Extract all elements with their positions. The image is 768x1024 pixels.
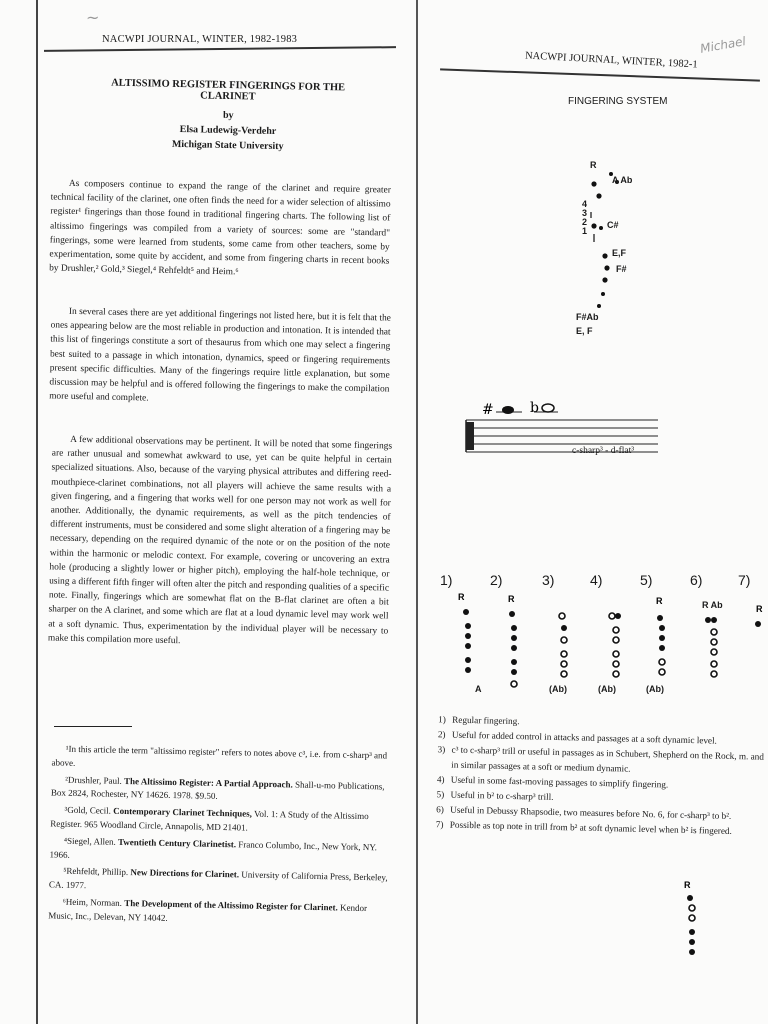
variant-number-2: 2) [490, 572, 503, 588]
fingering-system-title: FINGERING SYSTEM [568, 96, 668, 107]
footnote-publisher: Franco Columbo, Inc., New York, NY. 1966. [49, 839, 378, 860]
variant-number-3: 3) [542, 572, 555, 588]
footnote-book-title: New Directions for Clarinet. [130, 867, 240, 880]
header-rule-right [440, 68, 760, 81]
variant-number-4: 4) [590, 572, 603, 588]
footnote-5 [49, 865, 390, 900]
list-number: 4) [436, 774, 445, 785]
body-paragraph-2: In several cases there are yet additional fingerings not listed here, but it is felt that the ones appearing below are the most reliable in production and intonation. It is intended that this list of fingerings constitute a sort of thesaurus from which one may select a fingering best suited to a passage in which intonation, dynamics, speed or fingering requirements present specific difficulties. Many of the fingerings require little explanation, but some discussion may be helpful and is offered following the fingerings to make the compilation more useful and complete. [49, 306, 391, 404]
svg-text:#: # [482, 402, 494, 418]
list-number: 7) [435, 819, 444, 830]
ef-key-label: E,F [612, 248, 627, 258]
variant-number-5: 5) [640, 572, 653, 588]
left-pinky-ef-label: E, F [576, 326, 593, 336]
variant-number-1: 1) [440, 572, 453, 588]
footnote-6 [48, 895, 389, 930]
left-pinky-keys-label: F#Ab [576, 312, 599, 322]
svg-text:R: R [756, 604, 763, 614]
journal-header-left: NACWPI JOURNAL, WINTER, 1982-1983 [102, 34, 298, 45]
footnote-text: Drushler, Paul. [67, 774, 125, 786]
binding-edge-line [36, 0, 38, 1024]
footnote-book-title: Contemporary Clarinet Techniques, [113, 805, 253, 819]
footnote-text: Gold, Cecil. [67, 804, 114, 816]
footnote-number: ³ [64, 804, 68, 815]
footnote-rule [54, 726, 132, 727]
header-rule-left [44, 46, 396, 52]
footnote-number: ² [65, 774, 68, 785]
list-text: Useful in some fast-moving passages to simplify fingering. [450, 774, 669, 790]
list-text: Useful in Debussy Rhapsodie, two measures before No. 6, for c-sharp³ to b². [450, 804, 732, 821]
pen-mark: ~ [86, 8, 100, 27]
svg-text:R: R [656, 596, 663, 606]
list-text: Regular fingering. [452, 714, 520, 727]
svg-text:b: b [530, 400, 539, 416]
variant-mark-r-ab: R Ab [702, 600, 723, 610]
list-number: 1) [438, 714, 447, 725]
footnote-number: ¹ [65, 743, 69, 754]
footnote-book-title: The Altissimo Register: A Partial Approach. [123, 775, 293, 790]
author-name: Elsa Ludewig-Verdehr [179, 123, 277, 138]
f-sharp-key-label: F# [616, 264, 627, 274]
byline [98, 105, 359, 155]
variant-mark-ab-4: (Ab) [598, 684, 616, 694]
footnote-text: In this article the term "altissimo register" refers to notes above c³, i.e. from c-sharp³ and above. [51, 743, 388, 768]
svg-text:R: R [458, 592, 465, 602]
footnote-publisher: University of California Press, Berkeley, CA. 1977. [48, 869, 388, 891]
music-staff [458, 400, 668, 470]
footnote-book-title: Twentieth Century Clarinetist. [117, 836, 237, 850]
variant-mark-ab-3: (Ab) [549, 684, 567, 694]
note-range-label: c-sharp³ - d-flat³ [572, 446, 635, 456]
footnotes [48, 742, 392, 933]
fingering-system-diagram [575, 160, 695, 360]
list-text: c³ to c-sharp³ trill or useful in passages as in Schubert, Shepherd on the Rock, m. and in similar passages at a soft or medium dynamic. [451, 744, 765, 774]
variant-number-6: 6) [690, 572, 703, 588]
a-ab-key-label: A Ab [612, 175, 633, 185]
body-paragraph-1: As composers continue to expand the range of the clarinet and require greater technical facility of the clarinet, one often finds the need for a wider selection of altissimo register¹ fingerings than those found in traditional fingering charts. The following list of altissimo fingerings was compiled from a variety of sources: some are "standard" fingerings, some were learned from students, some came from other teachers, some by experimentation, some quite by accident, and some from fingering charts in recent books by Drushler,² Gold,³ Siegel,⁴ Rehfeldt⁵ and Heim.⁶ [49, 178, 391, 278]
c-sharp-key-label: C# [607, 220, 619, 230]
footnote-1 [51, 742, 392, 777]
list-number: 3) [437, 744, 446, 755]
list-text: Useful in b² to c-sharp³ trill. [450, 789, 554, 802]
footnote-number: ⁶ [62, 896, 66, 907]
journal-header-right: NACWPI JOURNAL, WINTER, 1982-1 [524, 50, 698, 71]
list-text: Possible as top note in trill from b² at soft dynamic level when b² is fingered. [449, 819, 733, 836]
body-paragraph-3: A few additional observations may be pertinent. It will be noted that some fingerings are rather unusual and somewhat awkward to use, yet can be quite helpful in certain specialized situations. Also, because of the varying physical attributes and differing reed-mouthpiece-clarinet combinations, not all players will achieve the same results with a given fingering, and a fingering that works well for one person may not work as well for another. Additionally, the dynamic requirements, as well as the pitch tendencies of different instruments, must be considered and some slight alteration of a fingering may be necessary, depending on the required dynamic of the note or on the position of the note within the harmonic or melodic context. For example, covering or uncovering an extra hole (producing a slightly lower or higher pitch), employing the half-hole technique, or using a different fifth finger will often alter the pitch and responding qualities of a specific note. Finally, fingerings which are somewhat flat on the B-flat clarinet are often a bit sharper on the A clarinet, and some which are flat at a loud dynamic level may work well at a soft dynamic. Thus, experimentation by the individual player will be necessary to make this compilation more useful. [47, 434, 393, 647]
variant-mark-ab-5: (Ab) [646, 684, 664, 694]
footnote-text: Rehfeldt, Phillip. [66, 866, 131, 878]
bottom-fingering-diagram [682, 880, 702, 960]
margin-handwriting: Michael [699, 34, 747, 56]
variant-fingering-diagrams [440, 592, 768, 722]
author-affiliation: Michigan State University [171, 138, 284, 153]
footnote-publisher: Vol. 1: A Study of the Altissimo Register. 965 Woodland Circle, Annapolis, MD 21401. [50, 808, 369, 833]
footnote-3 [50, 804, 391, 839]
footnote-number: ⁴ [63, 835, 68, 846]
by-label: by [222, 109, 234, 122]
footnote-publisher: Shall-u-mo Publications, Box 2824, Rochester, NY 14626. 1978. $9.50. [50, 779, 385, 802]
page-gutter-line [416, 0, 418, 1024]
footnote-book-title: The Development of the Altissimo Register for Clarinet. [124, 897, 338, 913]
list-number: 6) [436, 804, 444, 815]
r-key-label: R [590, 160, 597, 170]
svg-text:R: R [684, 880, 691, 890]
fingering-notes-list [436, 712, 767, 839]
finger-numbers: 4 3 2 1 [582, 199, 588, 236]
article-title: ALTISSIMO REGISTER FINGERINGS FOR THE CLARINET [111, 77, 346, 103]
variant-number-7: 7) [738, 572, 751, 588]
list-number: 5) [436, 789, 445, 800]
footnote-text: Heim, Norman. [65, 896, 125, 908]
list-number: 2) [437, 729, 446, 740]
list-text: Useful for added control in attacks and passages at a soft dynamic level. [451, 729, 718, 746]
footnote-publisher: Kendor Music, Inc., Delevan, NY 14042. [48, 902, 368, 923]
svg-text:R: R [508, 594, 515, 604]
footnote-4 [49, 834, 390, 869]
footnote-2 [51, 773, 392, 808]
footnote-number: ⁵ [63, 866, 67, 877]
variant-mark-a: A [475, 684, 482, 694]
footnote-text: Siegel, Allen. [66, 835, 119, 847]
